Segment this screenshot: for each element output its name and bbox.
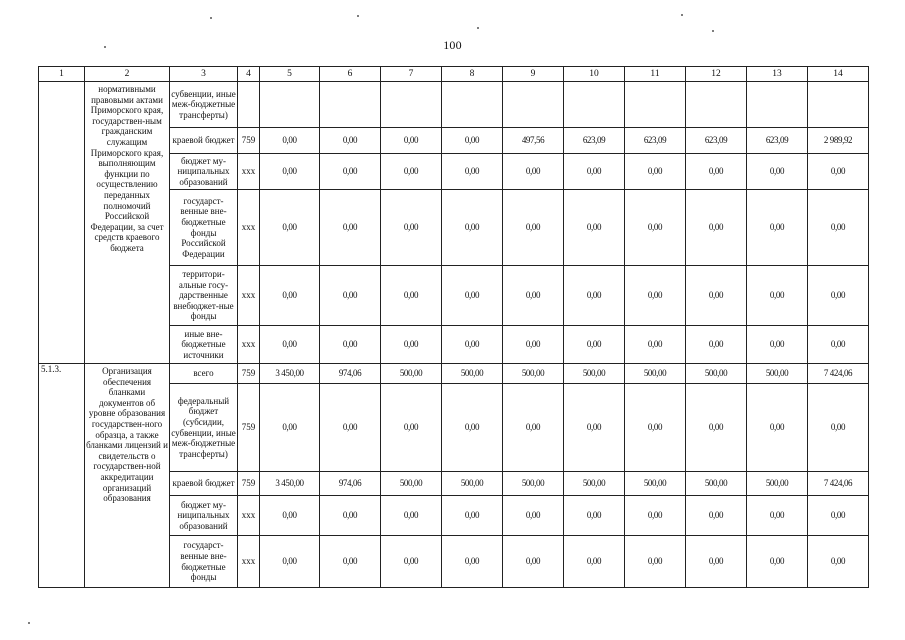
amount-cell: 7 424,06 — [808, 364, 869, 384]
scan-speck — [712, 30, 714, 32]
header-cell: 8 — [442, 67, 503, 82]
funding-source-cell: иные вне-бюджетные источники — [170, 326, 238, 364]
amount-cell: 0,00 — [442, 266, 503, 326]
amount-cell: 0,00 — [686, 154, 747, 190]
amount-cell: 500,00 — [625, 472, 686, 496]
table-row — [39, 364, 869, 384]
amount-cell: 0,00 — [260, 190, 320, 266]
amount-cell: 0,00 — [320, 190, 381, 266]
amount-cell: 500,00 — [686, 472, 747, 496]
amount-cell: 500,00 — [503, 472, 564, 496]
amount-cell: 0,00 — [564, 154, 625, 190]
scan-speck — [357, 15, 359, 17]
amount-cell: 500,00 — [442, 364, 503, 384]
amount-cell: 500,00 — [747, 364, 808, 384]
budget-code-cell: 759 — [238, 472, 260, 496]
amount-cell: 0,00 — [808, 154, 869, 190]
amount-cell: 500,00 — [564, 364, 625, 384]
funding-source-cell: субвенции, иные меж-бюджетные трансферты) — [170, 82, 238, 128]
amount-cell: 0,00 — [625, 326, 686, 364]
amount-cell: 0,00 — [625, 496, 686, 536]
amount-cell: 0,00 — [442, 190, 503, 266]
amount-cell: 0,00 — [320, 496, 381, 536]
amount-cell: 0,00 — [747, 496, 808, 536]
budget-code-cell — [238, 82, 260, 128]
table-row — [39, 82, 869, 128]
amount-cell: 0,00 — [442, 326, 503, 364]
row-index-cell — [39, 82, 85, 364]
funding-source-cell: государст-венные вне-бюджетные фонды Российской Федерации — [170, 190, 238, 266]
header-cell: 4 — [238, 67, 260, 82]
amount-cell: 0,00 — [503, 384, 564, 472]
amount-cell: 0,00 — [442, 154, 503, 190]
funding-source-cell: федеральный бюджет (субсидии, субвенции, иные меж-бюджетные трансферты) — [170, 384, 238, 472]
budget-code-cell: ххх — [238, 496, 260, 536]
budget-code-cell: ххх — [238, 190, 260, 266]
amount-cell: 500,00 — [625, 364, 686, 384]
amount-cell: 0,00 — [381, 326, 442, 364]
header-cell: 13 — [747, 67, 808, 82]
header-cell: 14 — [808, 67, 869, 82]
scan-speck — [210, 17, 212, 19]
amount-cell — [260, 82, 320, 128]
amount-cell: 0,00 — [564, 266, 625, 326]
amount-cell: 0,00 — [686, 266, 747, 326]
row-index-cell: 5.1.3. — [39, 364, 85, 588]
amount-cell: 0,00 — [686, 536, 747, 588]
funding-source-cell: бюджет му-ниципальных образований — [170, 496, 238, 536]
budget-code-cell: 759 — [238, 128, 260, 154]
amount-cell: 0,00 — [808, 536, 869, 588]
amount-cell: 0,00 — [686, 496, 747, 536]
amount-cell: 0,00 — [442, 536, 503, 588]
amount-cell: 623,09 — [747, 128, 808, 154]
amount-cell: 0,00 — [625, 384, 686, 472]
amount-cell: 500,00 — [503, 364, 564, 384]
amount-cell: 0,00 — [564, 536, 625, 588]
budget-table — [38, 66, 869, 588]
amount-cell: 0,00 — [808, 266, 869, 326]
amount-cell: 0,00 — [260, 326, 320, 364]
amount-cell: 0,00 — [442, 384, 503, 472]
amount-cell: 0,00 — [381, 266, 442, 326]
amount-cell: 0,00 — [381, 154, 442, 190]
amount-cell: 2 989,92 — [808, 128, 869, 154]
header-cell: 10 — [564, 67, 625, 82]
amount-cell: 0,00 — [564, 326, 625, 364]
header-row — [39, 67, 869, 82]
amount-cell: 0,00 — [747, 326, 808, 364]
header-cell: 12 — [686, 67, 747, 82]
funding-source-cell: территори-альные госу-дарственные внебюджет-ные фонды — [170, 266, 238, 326]
page-number: 100 — [443, 38, 462, 52]
amount-cell: 0,00 — [808, 326, 869, 364]
measure-name-cell: нормативными правовыми актами Приморского края, государствен-ным гражданским служащим Приморского края, выполняющим функции по осуществлению переданных полномочий Российской Федерации, за счет средств краевого бюджета — [85, 82, 170, 364]
amount-cell: 7 424,06 — [808, 472, 869, 496]
amount-cell — [381, 82, 442, 128]
amount-cell: 0,00 — [503, 496, 564, 536]
amount-cell: 3 450,00 — [260, 364, 320, 384]
budget-code-cell: ххх — [238, 154, 260, 190]
amount-cell: 0,00 — [381, 496, 442, 536]
amount-cell — [625, 82, 686, 128]
amount-cell: 0,00 — [442, 128, 503, 154]
header-cell: 9 — [503, 67, 564, 82]
amount-cell — [320, 82, 381, 128]
header-cell: 2 — [85, 67, 170, 82]
amount-cell: 0,00 — [625, 154, 686, 190]
amount-cell: 623,09 — [564, 128, 625, 154]
amount-cell: 0,00 — [808, 190, 869, 266]
budget-code-cell: 759 — [238, 364, 260, 384]
amount-cell: 0,00 — [381, 128, 442, 154]
amount-cell: 0,00 — [320, 128, 381, 154]
amount-cell: 0,00 — [686, 190, 747, 266]
amount-cell: 0,00 — [503, 190, 564, 266]
amount-cell: 0,00 — [747, 154, 808, 190]
header-cell: 5 — [260, 67, 320, 82]
amount-cell: 500,00 — [686, 364, 747, 384]
amount-cell: 0,00 — [503, 326, 564, 364]
amount-cell: 0,00 — [503, 266, 564, 326]
amount-cell — [808, 82, 869, 128]
amount-cell: 0,00 — [808, 384, 869, 472]
amount-cell: 0,00 — [625, 190, 686, 266]
budget-code-cell: 759 — [238, 384, 260, 472]
amount-cell: 0,00 — [625, 536, 686, 588]
header-cell: 7 — [381, 67, 442, 82]
amount-cell — [686, 82, 747, 128]
amount-cell: 0,00 — [320, 326, 381, 364]
amount-cell: 0,00 — [320, 536, 381, 588]
amount-cell: 0,00 — [442, 496, 503, 536]
amount-cell: 623,09 — [686, 128, 747, 154]
amount-cell: 0,00 — [747, 536, 808, 588]
amount-cell — [747, 82, 808, 128]
amount-cell: 0,00 — [320, 384, 381, 472]
amount-cell: 623,09 — [625, 128, 686, 154]
budget-code-cell: ххх — [238, 326, 260, 364]
amount-cell: 0,00 — [564, 496, 625, 536]
amount-cell: 497,56 — [503, 128, 564, 154]
amount-cell — [442, 82, 503, 128]
amount-cell: 0,00 — [564, 190, 625, 266]
header-cell: 1 — [39, 67, 85, 82]
amount-cell: 0,00 — [381, 536, 442, 588]
amount-cell: 0,00 — [320, 154, 381, 190]
amount-cell: 0,00 — [747, 266, 808, 326]
amount-cell: 0,00 — [381, 190, 442, 266]
amount-cell: 0,00 — [381, 384, 442, 472]
amount-cell: 500,00 — [381, 364, 442, 384]
amount-cell: 0,00 — [260, 536, 320, 588]
scan-speck — [681, 14, 683, 16]
amount-cell: 0,00 — [260, 496, 320, 536]
amount-cell: 500,00 — [564, 472, 625, 496]
amount-cell: 500,00 — [442, 472, 503, 496]
amount-cell: 0,00 — [808, 496, 869, 536]
amount-cell: 0,00 — [686, 384, 747, 472]
amount-cell: 0,00 — [747, 190, 808, 266]
header-cell: 6 — [320, 67, 381, 82]
funding-source-cell: краевой бюджет — [170, 128, 238, 154]
amount-cell: 0,00 — [320, 266, 381, 326]
amount-cell: 0,00 — [747, 384, 808, 472]
amount-cell: 500,00 — [381, 472, 442, 496]
scan-speck — [28, 622, 30, 624]
funding-source-cell: всего — [170, 364, 238, 384]
amount-cell: 0,00 — [503, 536, 564, 588]
measure-name-cell: Организация обеспечения бланками документов об уровне образования государствен-ного образца, а также бланками лицензий и свидетельств о государствен-ной аккредитации организаций образования — [85, 364, 170, 588]
amount-cell — [503, 82, 564, 128]
funding-source-cell: бюджет му-ниципальных образований — [170, 154, 238, 190]
amount-cell: 0,00 — [260, 384, 320, 472]
budget-code-cell: ххх — [238, 536, 260, 588]
amount-cell: 974,06 — [320, 472, 381, 496]
amount-cell: 0,00 — [503, 154, 564, 190]
header-cell: 3 — [170, 67, 238, 82]
amount-cell — [564, 82, 625, 128]
amount-cell: 0,00 — [260, 128, 320, 154]
amount-cell: 0,00 — [564, 384, 625, 472]
funding-source-cell: краевой бюджет — [170, 472, 238, 496]
amount-cell: 0,00 — [260, 266, 320, 326]
amount-cell: 500,00 — [747, 472, 808, 496]
amount-cell: 3 450,00 — [260, 472, 320, 496]
amount-cell: 0,00 — [625, 266, 686, 326]
amount-cell: 974,06 — [320, 364, 381, 384]
funding-source-cell: государст-венные вне-бюджетные фонды — [170, 536, 238, 588]
amount-cell: 0,00 — [260, 154, 320, 190]
scan-speck — [104, 46, 106, 48]
amount-cell: 0,00 — [686, 326, 747, 364]
budget-code-cell: ххх — [238, 266, 260, 326]
scan-speck — [477, 27, 479, 29]
header-cell: 11 — [625, 67, 686, 82]
